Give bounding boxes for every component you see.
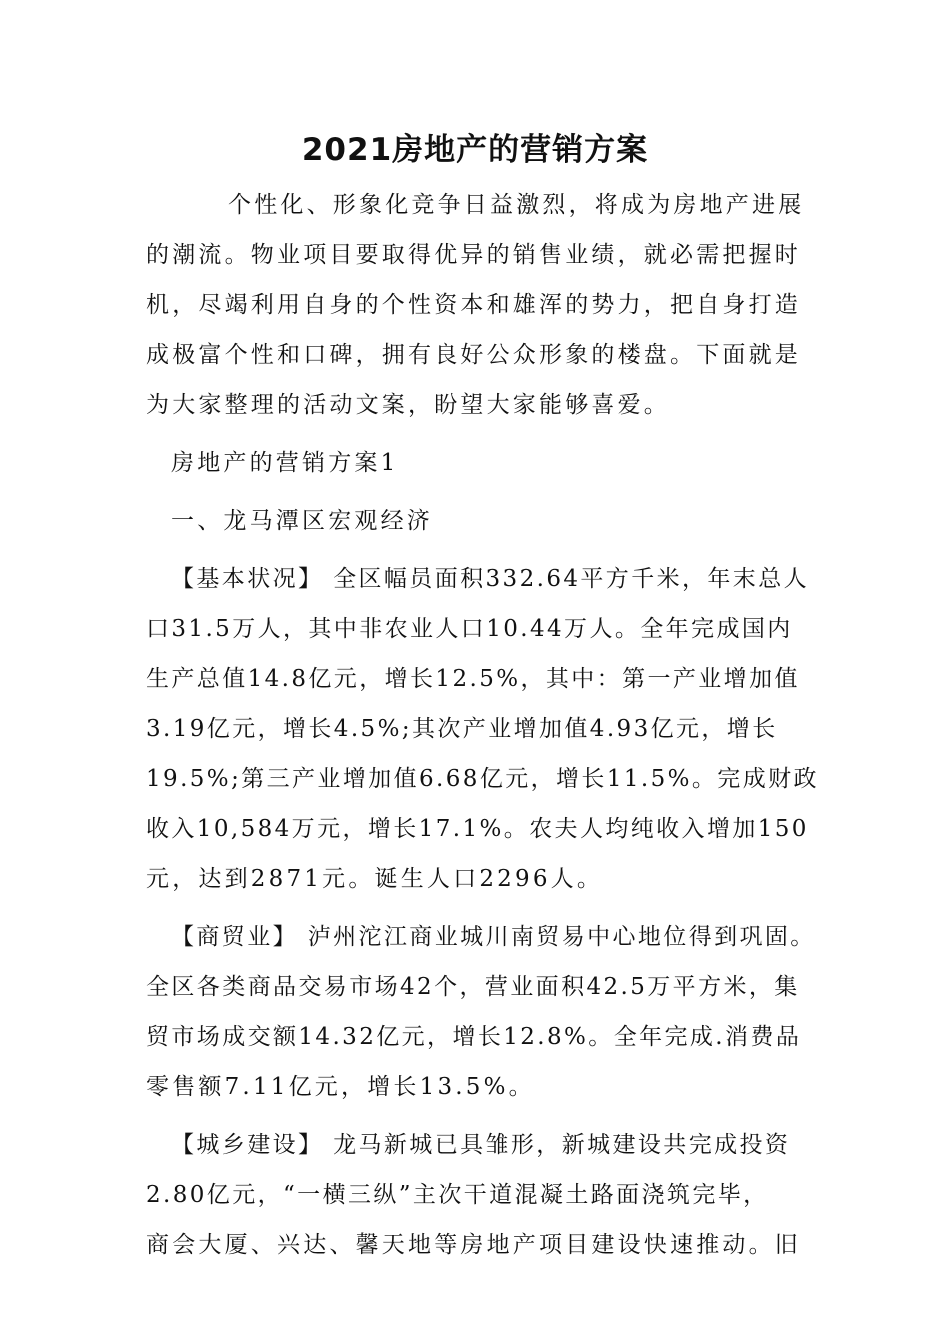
text-line: 【基本状况】 全区幅员面积332.64平方千米，年末总人 bbox=[171, 566, 809, 592]
text-line: 贸市场成交额14.32亿元，增长12.8%。全年完成.消费品 bbox=[146, 1024, 802, 1050]
text-line: 零售额7.11亿元，增长13.5%。 bbox=[146, 1074, 535, 1100]
section-heading: 房地产的营销方案1 bbox=[171, 450, 399, 476]
text-line: 2.80亿元，“一横三纵”主次干道混凝土路面浇筑完毕， bbox=[146, 1182, 769, 1208]
text-line: 机，尽竭利用自身的个性资本和雄浑的势力，把自身打造 bbox=[146, 292, 801, 318]
text-line: 19.5%;第三产业增加值6.68亿元，增长11.5%。完成财政 bbox=[146, 766, 819, 792]
text-line: 商会大厦、兴达、馨天地等房地产项目建设快速推动。旧 bbox=[146, 1232, 801, 1258]
text-line: 【城乡建设】 龙马新城已具雏形，新城建设共完成投资 bbox=[171, 1132, 791, 1158]
text-line: 生产总值14.8亿元，增长12.5%，其中：第一产业增加值 bbox=[146, 666, 800, 692]
text-line: 个性化、形象化竞争日益激烈，将成为房地产进展 bbox=[228, 192, 805, 218]
text-line: 全区各类商品交易市场42个，营业面积42.5万平方米，集 bbox=[146, 974, 800, 1000]
section-heading: 一、龙马潭区宏观经济 bbox=[171, 508, 433, 534]
text-line: 的潮流。物业项目要取得优异的销售业绩，就必需把握时 bbox=[146, 242, 801, 268]
text-line: 为大家整理的活动文案，盼望大家能够喜爱。 bbox=[146, 392, 670, 418]
text-line: 收入10,584万元，增长17.1%。农夫人均纯收入增加150 bbox=[146, 816, 809, 842]
text-line: 元，达到2871元。诞生人口2296人。 bbox=[146, 866, 604, 892]
document-body bbox=[146, 180, 818, 1270]
text-line: 【商贸业】 泸州沱江商业城川南贸易中心地位得到巩固。 bbox=[171, 924, 816, 950]
text-line: 3.19亿元，增长4.5%;其次产业增加值4.93亿元，增长 bbox=[146, 716, 778, 742]
text-line: 口31.5万人，其中非农业人口10.44万人。全年完成国内 bbox=[146, 616, 793, 642]
text-line: 成极富个性和口碑，拥有良好公众形象的楼盘。下面就是 bbox=[146, 342, 801, 368]
document-title: 2021房地产的营销方案 bbox=[301, 132, 649, 168]
